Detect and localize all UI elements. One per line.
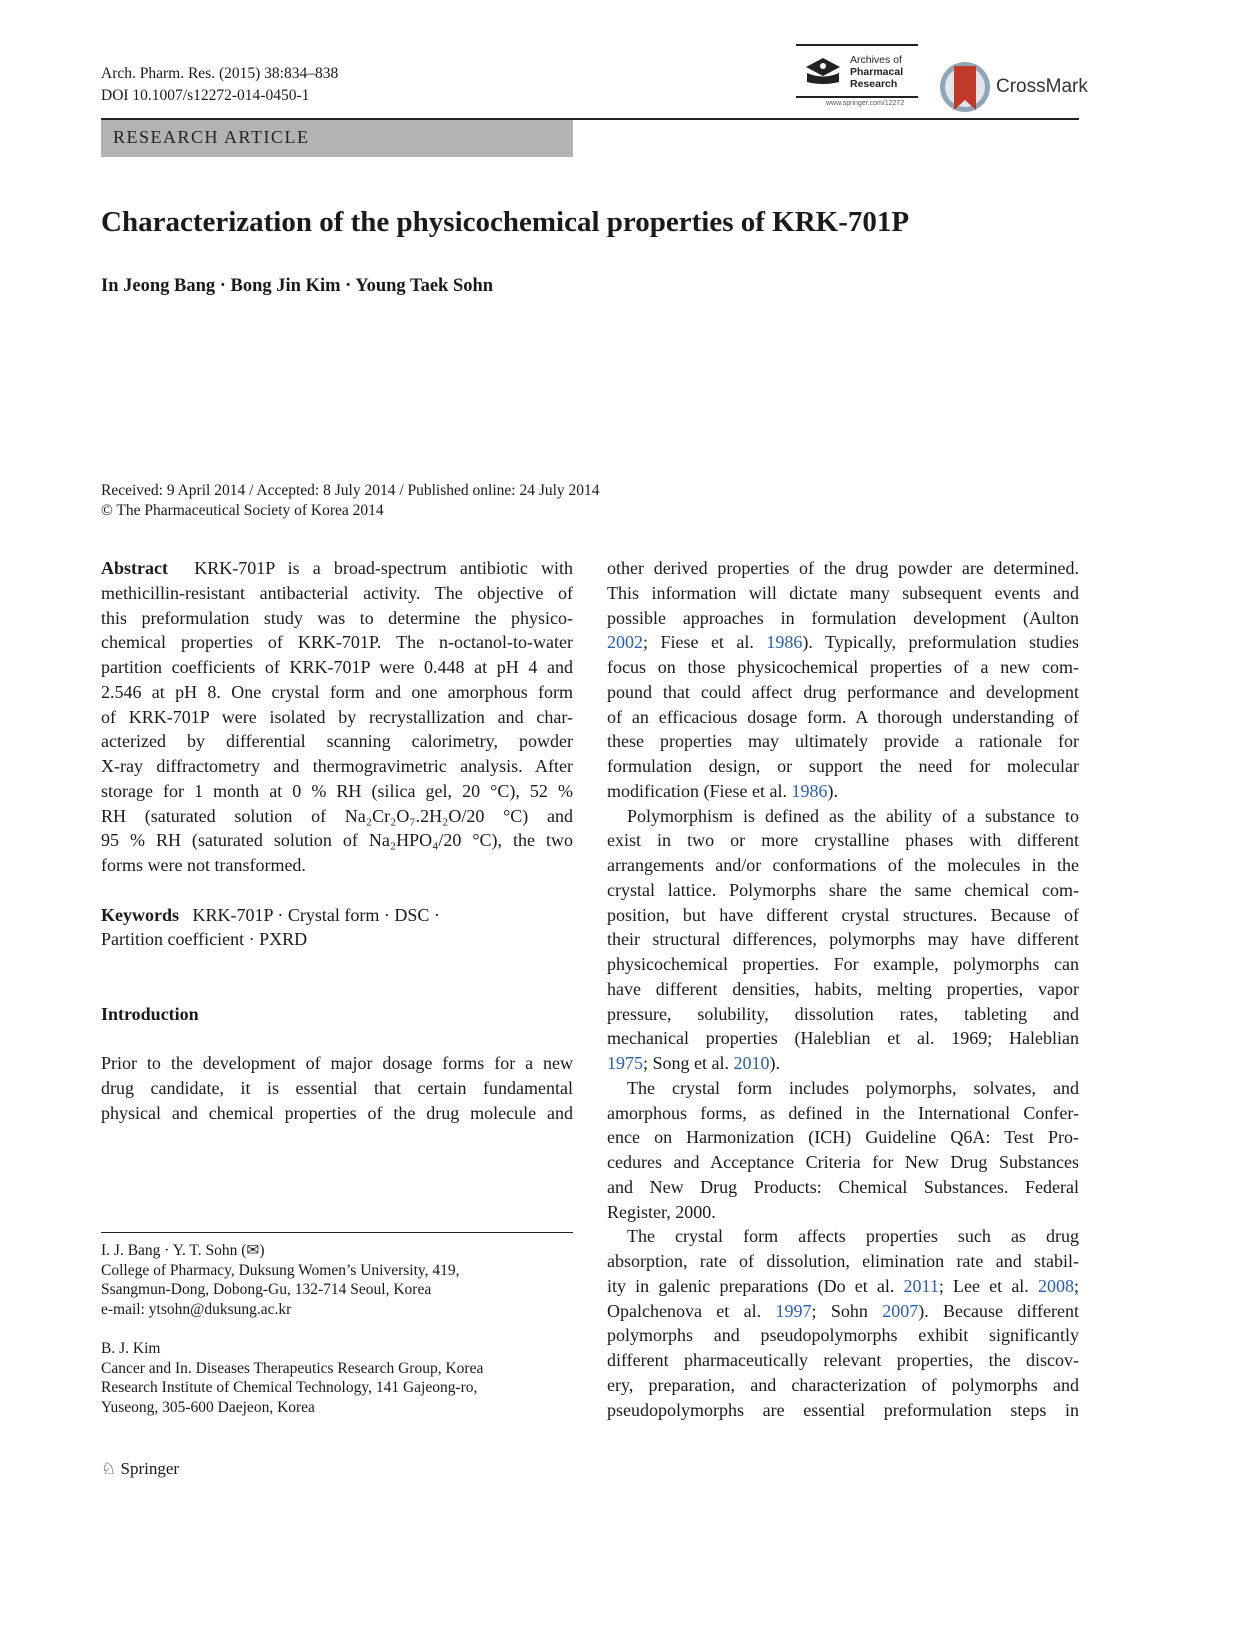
publication-dates	[101, 481, 600, 521]
text-segment: crystal lattice. Polymorphs share the same chemical com-	[607, 879, 1079, 900]
text-line	[607, 1224, 1079, 1249]
text-line	[607, 1299, 1079, 1324]
text-segment: mechanical properties (Haleblian et al. 1969; Haleblian	[607, 1028, 1079, 1049]
text-segment: partition coefficients of KRK-701P were 0.448 at pH 4 and	[101, 657, 573, 677]
section-heading: Keywords	[101, 904, 179, 925]
text-segment: ). Typically, preformulation studies	[802, 632, 1080, 653]
affiliation-line: Cancer and In. Diseases Therapeutics Research Group, Korea	[101, 1359, 484, 1377]
text-segment: formulation design, or support the need for molecular	[607, 756, 1079, 776]
text-segment: Polymorphism is defined as the ability of a substance to	[627, 805, 1079, 826]
text-segment: have different densities, habits, melting properties, vapor	[607, 978, 1079, 999]
text-line	[607, 1348, 1079, 1373]
text-segment: Partition coefficient · PXRD	[101, 929, 308, 950]
citation-link[interactable]: 1986	[766, 632, 803, 653]
text-line	[607, 952, 1079, 977]
citation-link[interactable]: 2007	[882, 1300, 919, 1321]
journal-name-line: Archives of	[850, 54, 902, 66]
text-line	[607, 606, 1079, 631]
crossmark-label[interactable]: CrossMark	[996, 76, 1088, 97]
text-segment: acterized by differential scanning calorimetry, powder	[101, 731, 573, 752]
text-segment: absorption, rate of dissolution, elimination rate and stabil-	[607, 1251, 1079, 1271]
text-line	[607, 1323, 1079, 1348]
text-segment: amorphous forms, as defined in the International Confer-	[607, 1102, 1079, 1123]
text-segment: physical and chemical properties of the drug molecule and	[101, 1102, 573, 1123]
text-line	[607, 1373, 1079, 1398]
text-segment: physicochemical properties. For example, polymorphs can	[607, 954, 1079, 974]
text-segment: 95 % RH (saturated solution of Na₂HPO₄/20 °C), the two	[101, 830, 573, 851]
text-line	[607, 828, 1079, 853]
text-segment: Register, 2000.	[607, 1201, 716, 1222]
journal-url[interactable]: www.springer.com/12272	[826, 100, 905, 107]
text-line	[607, 729, 1079, 754]
text-segment: different pharmaceutically relevant properties, the discov-	[607, 1350, 1079, 1370]
citation: Arch. Pharm. Res. (2015) 38:834–838	[101, 65, 339, 82]
text-line	[607, 680, 1079, 705]
text-line	[101, 903, 573, 928]
text-segment: polymorphs and pseudopolymorphs exhibit significantly	[607, 1325, 1079, 1346]
text-line	[607, 1051, 1079, 1076]
text-line	[101, 1076, 573, 1101]
authors: In Jeong Bang · Bong Jin Kim · Young Taek Sohn	[101, 276, 494, 296]
text-line	[101, 705, 573, 730]
text-segment: This information will dictate many subsequent events and	[607, 582, 1079, 603]
page-title: Characterization of the physicochemical properties of KRK-701P	[101, 206, 910, 238]
affiliation-names: B. J. Kim	[101, 1339, 161, 1357]
divider	[796, 96, 918, 98]
text-line	[101, 729, 573, 754]
text-segment: ery, preparation, and characterization of polymorphs and	[607, 1374, 1079, 1395]
text-segment: ; Fiese et al.	[643, 632, 767, 653]
text-segment: ).	[769, 1053, 780, 1073]
text-segment: position, but have different crystal structures. Because of	[607, 904, 1079, 925]
text-line	[607, 1200, 1079, 1225]
text-line	[607, 1002, 1079, 1027]
text-line	[607, 878, 1079, 903]
text-segment: pseudopolymorphs are essential preformulation steps in	[607, 1399, 1079, 1420]
text-line	[607, 903, 1079, 928]
text-line	[101, 878, 573, 903]
text-segment: KRK-701P is a broad-spectrum antibiotic with	[167, 558, 573, 578]
copyright: © The Pharmaceutical Society of Korea 2014	[101, 502, 384, 519]
text-line	[101, 853, 573, 878]
text-segment: ity in galenic preparations (Do et al.	[607, 1275, 904, 1296]
left-column	[101, 556, 573, 1125]
affiliation-line: Ssangmun-Dong, Dobong-Gu, 132-714 Seoul, Korea	[101, 1281, 432, 1299]
text-segment: KRK-701P · Crystal form · DSC ·	[179, 904, 440, 925]
text-segment: drug candidate, it is essential that certain fundamental	[101, 1077, 573, 1098]
text-line	[101, 1051, 573, 1076]
text-segment: RH (saturated solution of Na₂Cr₂O₇.2H₂O/20 °C) and	[101, 805, 573, 826]
text-line	[607, 804, 1079, 829]
text-segment: The crystal form includes polymorphs, solvates, and	[627, 1077, 1079, 1098]
text-segment: chemical properties of KRK-701P. The n-octanol-to-water	[101, 632, 573, 653]
text-segment: methicillin-resistant antibacterial activity. The objective of	[101, 582, 573, 603]
journal-name-line: Pharmacal	[850, 66, 904, 78]
text-line	[607, 1398, 1079, 1423]
affiliations	[101, 1241, 581, 1417]
journal-name-line: Research	[850, 78, 898, 90]
footnote-rule	[101, 1232, 573, 1233]
text-line	[607, 977, 1079, 1002]
article-type: RESEARCH ARTICLE	[113, 127, 310, 147]
text-line	[101, 828, 573, 853]
text-segment: these properties may ultimately provide a rationale for	[607, 731, 1079, 752]
text-segment: other derived properties of the drug powder are determined.	[607, 558, 1079, 578]
text-line	[607, 581, 1079, 606]
citation-link[interactable]: 2002	[607, 632, 643, 653]
text-line	[607, 630, 1079, 655]
text-line	[607, 1076, 1079, 1101]
text-line	[607, 556, 1079, 581]
text-segment: Prior to the development of major dosage forms for a new	[101, 1053, 573, 1073]
text-segment: of KRK-701P were isolated by recrystallization and char-	[101, 706, 573, 727]
text-line	[607, 1274, 1079, 1299]
citation-link[interactable]: 1997	[775, 1300, 812, 1321]
text-line	[607, 1026, 1079, 1051]
text-line	[101, 754, 573, 779]
text-segment: cedures and Acceptance Criteria for New Drug Substances	[607, 1152, 1079, 1172]
text-line	[101, 680, 573, 705]
text-line	[101, 1002, 573, 1027]
text-segment: and New Drug Products: Chemical Substances. Federal	[607, 1176, 1079, 1197]
text-line	[607, 754, 1079, 779]
publisher-logo	[101, 1459, 179, 1479]
text-segment: pressure, solubility, dissolution rates, tableting and	[607, 1003, 1079, 1024]
text-segment: The crystal form affects properties such as drug	[627, 1226, 1079, 1247]
text-segment: ). Because different	[918, 1300, 1079, 1321]
text-line	[101, 779, 573, 804]
section-heading: Abstract	[101, 558, 168, 578]
text-line	[607, 1175, 1079, 1200]
text-line	[101, 581, 573, 606]
text-line	[101, 1026, 573, 1051]
text-segment: ).	[827, 780, 838, 801]
text-segment: arrangements and/or conformations of the molecules in the	[607, 855, 1079, 875]
text-segment: possible approaches in formulation development (Aulton	[607, 607, 1079, 628]
right-column	[607, 556, 1079, 1422]
doi-link[interactable]: DOI 10.1007/s12272-014-0450-1	[101, 87, 310, 104]
text-segment: 2.546 at pH 8. One crystal form and one amorphous form	[101, 681, 573, 702]
citation-block	[101, 63, 338, 107]
journal-logo[interactable]	[796, 44, 918, 109]
springer-horse-icon: ♘	[101, 1459, 117, 1478]
citation-link[interactable]: 1986	[791, 780, 828, 801]
citation-link[interactable]: 2011	[903, 1275, 939, 1296]
text-segment: their structural differences, polymorphs may have different	[607, 929, 1079, 950]
text-segment: focus on those physicochemical properties of a new com-	[607, 657, 1079, 677]
text-line	[607, 927, 1079, 952]
text-line	[101, 804, 573, 829]
divider	[796, 44, 918, 46]
section-heading: Introduction	[101, 1003, 199, 1024]
text-segment: of an efficacious dosage form. A thorough understanding of	[607, 706, 1079, 727]
text-segment: ;	[1073, 1275, 1079, 1296]
affiliation-line: Yuseong, 305-600 Daejeon, Korea	[101, 1398, 315, 1416]
text-segment: ; Lee et al.	[938, 1275, 1038, 1296]
affiliation-line: Research Institute of Chemical Technology, 141 Gajeong-ro,	[101, 1379, 478, 1397]
text-line	[101, 630, 573, 655]
text-line	[607, 779, 1079, 804]
text-line	[101, 606, 573, 631]
text-segment: X-ray diffractometry and thermogravimetric analysis. After	[101, 756, 573, 776]
text-segment: forms were not transformed.	[101, 855, 306, 875]
book-icon	[804, 56, 842, 86]
publisher-name: Springer	[120, 1459, 180, 1478]
journal-name	[850, 54, 903, 90]
citation-link[interactable]: 2008	[1037, 1275, 1074, 1296]
email-link[interactable]: e-mail: ytsohn@duksung.ac.kr	[101, 1300, 292, 1318]
crossmark-icon[interactable]	[938, 60, 992, 114]
citation-link[interactable]: 2010	[733, 1053, 770, 1073]
text-segment: this preformulation study was to determine the physico-	[101, 607, 573, 628]
affiliation-line: College of Pharmacy, Duksung Women’s University, 419,	[101, 1261, 460, 1279]
citation-link[interactable]: 1975	[607, 1053, 643, 1073]
text-line	[101, 952, 573, 977]
text-line	[101, 1101, 573, 1126]
affiliation-names: I. J. Bang · Y. T. Sohn (✉)	[101, 1242, 265, 1259]
text-line	[607, 853, 1079, 878]
text-line	[607, 1150, 1079, 1175]
text-line	[101, 977, 573, 1002]
text-line	[607, 1249, 1079, 1274]
text-line	[607, 655, 1079, 680]
text-line	[101, 927, 573, 952]
text-line	[101, 655, 573, 680]
text-segment: ence on Harmonization (ICH) Guideline Q6A: Test Pro-	[607, 1127, 1079, 1148]
text-line	[607, 705, 1079, 730]
text-line	[607, 1125, 1079, 1150]
text-segment: Opalchenova et al.	[607, 1300, 776, 1321]
text-segment: ; Sohn	[811, 1300, 883, 1321]
text-segment: exist in two or more crystalline phases with different	[607, 830, 1079, 851]
received-dates: Received: 9 April 2014 / Accepted: 8 July 2014 / Published online: 24 July 2014	[101, 482, 600, 499]
text-segment: storage for 1 month at 0 % RH (silica gel, 20 °C), 52 %	[101, 780, 573, 801]
article-type-banner	[101, 120, 573, 157]
text-segment: pound that could affect drug performance and development	[607, 681, 1079, 702]
text-segment: ; Song et al.	[643, 1053, 734, 1073]
text-line	[607, 1101, 1079, 1126]
text-segment: modification (Fiese et al.	[607, 780, 792, 801]
text-line	[101, 556, 573, 581]
